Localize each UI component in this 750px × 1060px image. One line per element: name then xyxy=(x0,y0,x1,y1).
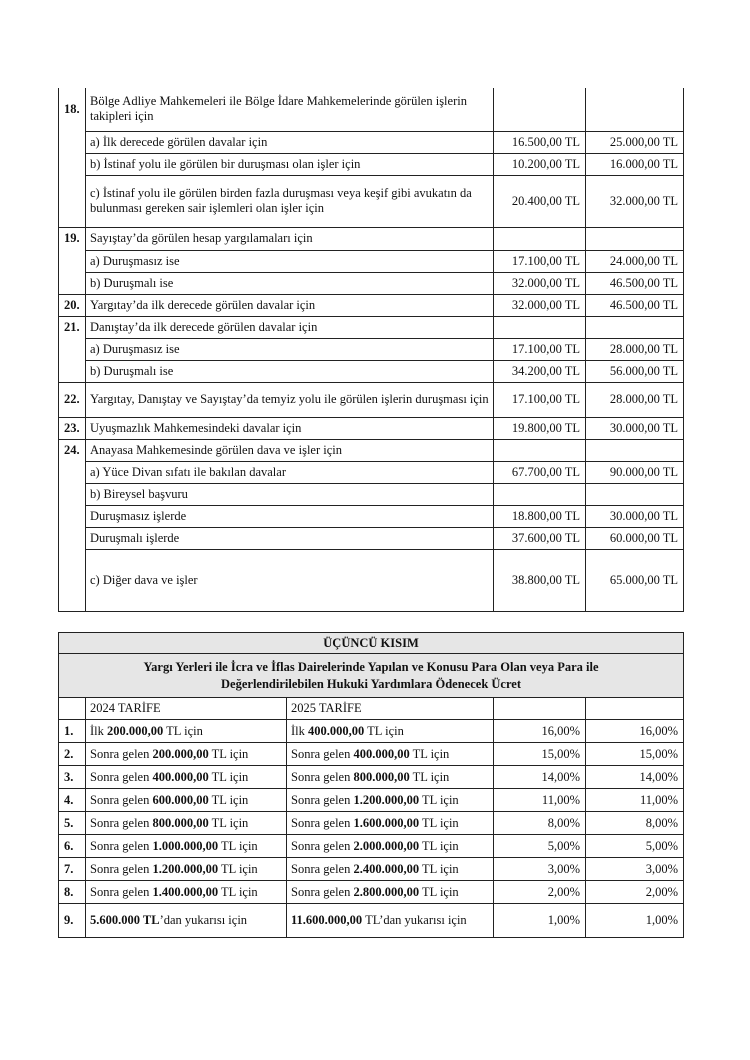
row-description: Uyuşmazlık Mahkemesindeki davalar için xyxy=(86,417,494,439)
tier-2025-prefix: Sonra gelen xyxy=(291,884,354,899)
tier-2025-suffix: TL için xyxy=(419,838,459,853)
tier-2024 xyxy=(86,743,287,766)
row-description: c) İstinaf yolu ile görülen birden fazla duruşması veya keşif gibi avukatın da bulunması gereken sair işlemleri olan işler için xyxy=(86,175,494,227)
tier-2025 xyxy=(287,766,494,789)
rate-2024: 1,00% xyxy=(494,904,586,938)
table-row xyxy=(59,316,684,338)
tier-2024 xyxy=(86,835,287,858)
tier-2024 xyxy=(86,812,287,835)
tier-2025-suffix: TL için xyxy=(419,792,459,807)
tier-2024-amount: 200.000,00 xyxy=(107,723,164,738)
rate-2025: 15,00% xyxy=(586,743,684,766)
tier-2024-amount: 600.000,00 xyxy=(152,792,209,807)
fee-2025 xyxy=(586,483,684,505)
fee-2025: 46.500,00 TL xyxy=(586,272,684,294)
table-row xyxy=(59,527,684,549)
row-description: Anayasa Mahkemesinde görülen dava ve işler için xyxy=(86,439,494,461)
part3-heading: ÜÇÜNCÜ KISIM xyxy=(59,633,684,654)
tier-2024-prefix: Sonra gelen xyxy=(90,815,153,830)
row-description: Sayıştay’da görülen hesap yargılamaları için xyxy=(86,227,494,250)
tier-2025-suffix: TL için xyxy=(409,769,450,784)
fee-2024 xyxy=(494,316,586,338)
row-number: 3. xyxy=(59,766,86,789)
tier-2025-amount: 400.000,00 xyxy=(353,746,410,761)
row-number xyxy=(59,527,86,549)
tier-2025-suffix: TL için xyxy=(419,884,459,899)
table-row xyxy=(59,743,684,766)
tier-2024-amount: 1.400.000,00 xyxy=(152,884,219,899)
fee-2025: 56.000,00 TL xyxy=(586,360,684,382)
tier-2025-prefix: Sonra gelen xyxy=(291,769,354,784)
rate-2025: 1,00% xyxy=(586,904,684,938)
rate-2025: 5,00% xyxy=(586,835,684,858)
rate-2024: 15,00% xyxy=(494,743,586,766)
fee-2025: 24.000,00 TL xyxy=(586,250,684,272)
row-number xyxy=(59,338,86,360)
fee-2024: 19.800,00 TL xyxy=(494,417,586,439)
row-number: 23. xyxy=(59,417,86,439)
fee-2025 xyxy=(586,439,684,461)
row-description: Duruşmasız işlerde xyxy=(86,505,494,527)
fee-2025: 30.000,00 TL xyxy=(586,417,684,439)
table-row xyxy=(59,789,684,812)
row-description: Yargıtay’da ilk derecede görülen davalar için xyxy=(86,294,494,316)
fee-2024 xyxy=(494,483,586,505)
row-description: a) İlk derecede görülen davalar için xyxy=(86,131,494,153)
rate-2024: 8,00% xyxy=(494,812,586,835)
tier-2025-suffix: TL için xyxy=(364,723,404,738)
row-description: a) Yüce Divan sıfatı ile bakılan davalar xyxy=(86,461,494,483)
tier-2025-prefix: Sonra gelen xyxy=(291,838,354,853)
table-row xyxy=(59,382,684,417)
table-row xyxy=(59,812,684,835)
blank-cell xyxy=(494,698,586,720)
row-number: 4. xyxy=(59,789,86,812)
rate-2024: 16,00% xyxy=(494,720,586,743)
table-row xyxy=(59,131,684,153)
tier-2025-suffix: TL’dan yukarısı için xyxy=(362,913,467,927)
table-row xyxy=(59,417,684,439)
tier-2025-amount: 11.600.000,00 xyxy=(291,913,363,927)
tier-2024-suffix: TL için xyxy=(208,769,249,784)
tier-2024 xyxy=(86,766,287,789)
table-row xyxy=(59,904,684,938)
tier-2024-suffix: TL için xyxy=(208,746,249,761)
row-number: 21. xyxy=(59,316,86,338)
table-row xyxy=(59,858,684,881)
tier-2025 xyxy=(287,904,494,938)
table-row xyxy=(59,505,684,527)
fee-2025: 28.000,00 TL xyxy=(586,382,684,417)
row-description: a) Duruşmasız ise xyxy=(86,250,494,272)
tier-2025 xyxy=(287,835,494,858)
row-number xyxy=(59,461,86,483)
table-row xyxy=(59,153,684,175)
row-number: 20. xyxy=(59,294,86,316)
fee-2024: 10.200,00 TL xyxy=(494,153,586,175)
tier-2024-prefix: Sonra gelen xyxy=(90,838,153,853)
fee-2024: 16.500,00 TL xyxy=(494,131,586,153)
fee-2025: 32.000,00 TL xyxy=(586,175,684,227)
row-description: Yargıtay, Danıştay ve Sayıştay’da temyiz yolu ile görülen işlerin duruşması için xyxy=(86,382,494,417)
fee-2024 xyxy=(494,227,586,250)
table-row xyxy=(59,250,684,272)
row-number xyxy=(59,131,86,153)
fee-2025: 16.000,00 TL xyxy=(586,153,684,175)
tier-2024-suffix: TL için xyxy=(218,838,258,853)
table-row xyxy=(59,720,684,743)
tier-2024-suffix: TL için xyxy=(208,815,249,830)
row-number: 2. xyxy=(59,743,86,766)
row-description: Duruşmalı işlerde xyxy=(86,527,494,549)
fee-2024: 17.100,00 TL xyxy=(494,250,586,272)
tier-2025-prefix: Sonra gelen xyxy=(291,815,354,830)
fee-2024: 17.100,00 TL xyxy=(494,338,586,360)
fee-2024 xyxy=(494,88,586,131)
tier-2024 xyxy=(86,881,287,904)
fee-2024: 67.700,00 TL xyxy=(494,461,586,483)
tier-2024 xyxy=(86,789,287,812)
table-row xyxy=(59,766,684,789)
fee-2024 xyxy=(494,439,586,461)
tier-2024 xyxy=(86,858,287,881)
tier-2024-prefix: İlk xyxy=(90,723,108,738)
tier-2025-amount: 2.400.000,00 xyxy=(353,861,420,876)
rate-2025: 14,00% xyxy=(586,766,684,789)
table-row xyxy=(59,483,684,505)
row-description: b) Duruşmalı ise xyxy=(86,272,494,294)
row-number: 9. xyxy=(59,904,86,938)
tier-2024-suffix: TL için xyxy=(208,792,249,807)
rate-2024: 3,00% xyxy=(494,858,586,881)
tier-2024-amount: 5.600.000 TL xyxy=(90,913,160,927)
rate-2025: 2,00% xyxy=(586,881,684,904)
row-description: b) Duruşmalı ise xyxy=(86,360,494,382)
tier-2025-prefix: Sonra gelen xyxy=(291,792,354,807)
fee-2024: 20.400,00 TL xyxy=(494,175,586,227)
tier-2025-amount: 2.800.000,00 xyxy=(353,884,420,899)
part3-table xyxy=(58,632,684,938)
fee-2025 xyxy=(586,88,684,131)
row-description: Danıştay’da ilk derecede görülen davalar için xyxy=(86,316,494,338)
rate-2025: 11,00% xyxy=(586,789,684,812)
row-number xyxy=(59,360,86,382)
row-number: 22. xyxy=(59,382,86,417)
tier-2025-suffix: TL için xyxy=(409,746,450,761)
row-number xyxy=(59,250,86,272)
tier-2025-prefix: Sonra gelen xyxy=(291,746,354,761)
tier-2024-amount: 400.000,00 xyxy=(152,769,209,784)
rate-2024: 5,00% xyxy=(494,835,586,858)
row-description: a) Duruşmasız ise xyxy=(86,338,494,360)
tier-2025 xyxy=(287,789,494,812)
row-number xyxy=(59,153,86,175)
fee-table-continued xyxy=(58,88,684,612)
blank-cell xyxy=(59,698,86,720)
table-row xyxy=(59,835,684,858)
blank-cell xyxy=(586,698,684,720)
fee-2025: 25.000,00 TL xyxy=(586,131,684,153)
row-number: 24. xyxy=(59,439,86,461)
tier-2025-amount: 1.200.000,00 xyxy=(353,792,420,807)
table-row xyxy=(59,360,684,382)
tier-2024 xyxy=(86,904,287,938)
table-row xyxy=(59,881,684,904)
rate-2024: 2,00% xyxy=(494,881,586,904)
part3-subtitle xyxy=(59,654,684,698)
tier-2025-amount: 800.000,00 xyxy=(353,769,410,784)
fee-2025: 30.000,00 TL xyxy=(586,505,684,527)
row-number xyxy=(59,272,86,294)
part3-subtitle-line1: Yargı Yerleri ile İcra ve İflas Dairelerinde Yapılan ve Konusu Para Olan veya Para ile xyxy=(143,659,599,674)
tier-2024-prefix: Sonra gelen xyxy=(90,861,153,876)
table-row xyxy=(59,88,684,131)
tier-2024-suffix: TL için xyxy=(218,884,258,899)
row-description: b) İstinaf yolu ile görülen bir duruşması olan işler için xyxy=(86,153,494,175)
tier-2024-suffix: TL için xyxy=(163,723,203,738)
row-description: c) Diğer dava ve işler xyxy=(86,549,494,611)
fee-2024: 17.100,00 TL xyxy=(494,382,586,417)
fee-2024: 38.800,00 TL xyxy=(494,549,586,611)
fee-2024: 37.600,00 TL xyxy=(494,527,586,549)
fee-2024: 32.000,00 TL xyxy=(494,294,586,316)
fee-2024: 34.200,00 TL xyxy=(494,360,586,382)
tier-2024-amount: 1.200.000,00 xyxy=(152,861,219,876)
fee-2025: 28.000,00 TL xyxy=(586,338,684,360)
fee-2025: 46.500,00 TL xyxy=(586,294,684,316)
tier-2024-amount: 800.000,00 xyxy=(152,815,209,830)
row-number xyxy=(59,483,86,505)
tier-2025 xyxy=(287,743,494,766)
row-number: 5. xyxy=(59,812,86,835)
fee-2024: 18.800,00 TL xyxy=(494,505,586,527)
row-description: Bölge Adliye Mahkemeleri ile Bölge İdare Mahkemelerinde görülen işlerin takipleri için xyxy=(86,88,494,131)
row-number: 8. xyxy=(59,881,86,904)
table-row xyxy=(59,175,684,227)
fee-2025: 65.000,00 TL xyxy=(586,549,684,611)
fee-2025 xyxy=(586,316,684,338)
tier-2024-prefix: Sonra gelen xyxy=(90,884,153,899)
row-number: 18. xyxy=(59,88,86,131)
rate-2024: 11,00% xyxy=(494,789,586,812)
row-description: b) Bireysel başvuru xyxy=(86,483,494,505)
tier-2025 xyxy=(287,812,494,835)
rate-2025: 3,00% xyxy=(586,858,684,881)
tier-2025-prefix: İlk xyxy=(291,723,309,738)
table-row xyxy=(59,439,684,461)
tier-2025-amount: 1.600.000,00 xyxy=(353,815,420,830)
tier-2025-prefix: Sonra gelen xyxy=(291,861,354,876)
table-row xyxy=(59,461,684,483)
rate-2025: 16,00% xyxy=(586,720,684,743)
tier-2024 xyxy=(86,720,287,743)
row-number xyxy=(59,549,86,611)
row-number xyxy=(59,175,86,227)
tier-2024-suffix: TL için xyxy=(218,861,258,876)
table-row xyxy=(59,338,684,360)
tier-2024-amount: 1.000.000,00 xyxy=(152,838,219,853)
fee-2024: 32.000,00 TL xyxy=(494,272,586,294)
tier-2024-suffix: ’dan yukarısı için xyxy=(159,913,248,927)
table-row xyxy=(59,549,684,611)
tier-2024-amount: 200.000,00 xyxy=(152,746,209,761)
row-number: 19. xyxy=(59,227,86,250)
table-row xyxy=(59,272,684,294)
tier-2025 xyxy=(287,881,494,904)
tier-2024-prefix: Sonra gelen xyxy=(90,746,153,761)
tier-2024-prefix: Sonra gelen xyxy=(90,769,153,784)
table-row xyxy=(59,294,684,316)
row-number: 1. xyxy=(59,720,86,743)
part3-subtitle-line2: Değerlendirilebilen Hukuki Yardımlara Ödenecek Ücret xyxy=(221,676,522,691)
fee-2025 xyxy=(586,227,684,250)
fee-2025: 90.000,00 TL xyxy=(586,461,684,483)
tier-2025-suffix: TL için xyxy=(419,861,459,876)
rate-2024: 14,00% xyxy=(494,766,586,789)
tier-2025 xyxy=(287,858,494,881)
tier-2024-prefix: Sonra gelen xyxy=(90,792,153,807)
column-header-2024: 2024 TARİFE xyxy=(86,698,287,720)
row-number: 6. xyxy=(59,835,86,858)
tier-2025-suffix: TL için xyxy=(419,815,459,830)
table-row xyxy=(59,227,684,250)
row-number: 7. xyxy=(59,858,86,881)
tier-2025-amount: 400.000,00 xyxy=(308,723,365,738)
rate-2025: 8,00% xyxy=(586,812,684,835)
row-number xyxy=(59,505,86,527)
fee-2025: 60.000,00 TL xyxy=(586,527,684,549)
tier-2025 xyxy=(287,720,494,743)
column-header-2025: 2025 TARİFE xyxy=(287,698,494,720)
tier-2025-amount: 2.000.000,00 xyxy=(353,838,420,853)
